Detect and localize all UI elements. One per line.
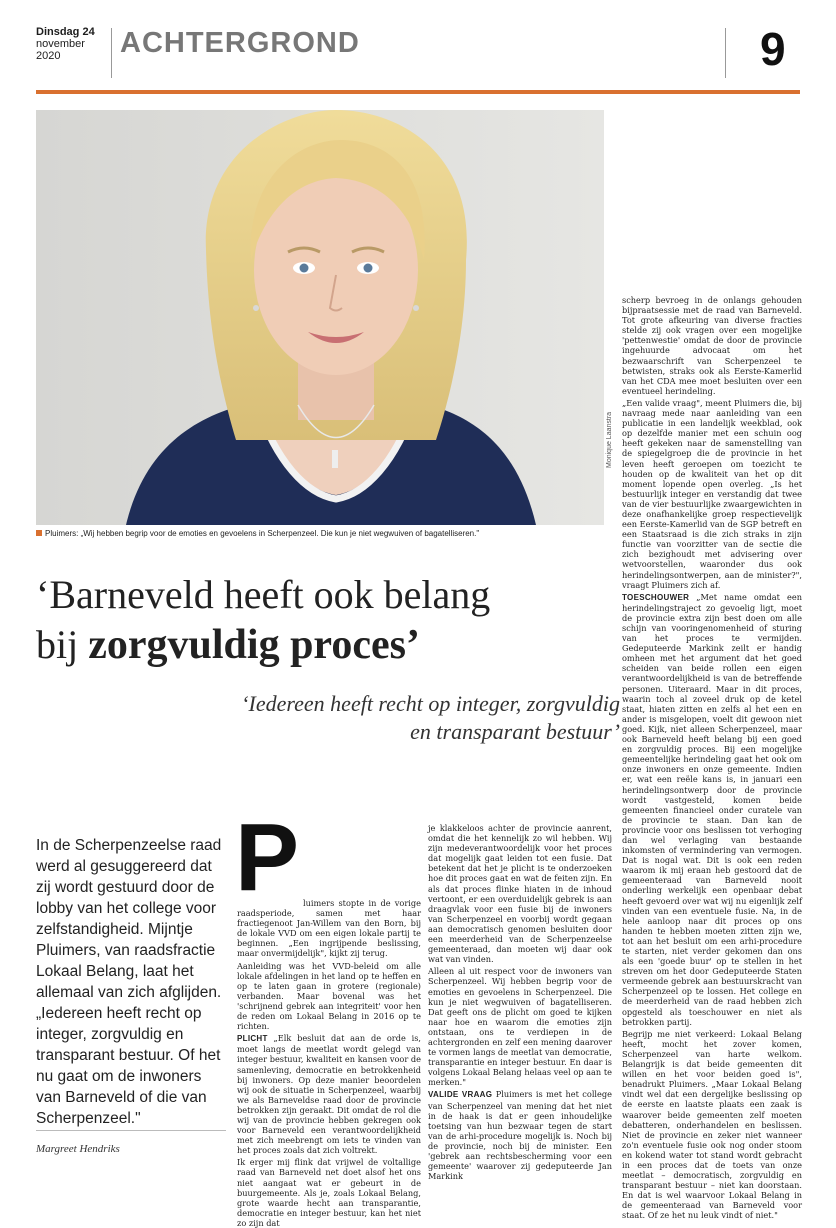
paragraph: luimers stopte in de vorige raadsperiode, samen met haar fractiegenoot Jan-Willem van den Born, bij de lokale VVD om een eigen lokale partij te beginnen. „Een ingrijpende beslissing, maar onvermijdelijk", kijkt zij terug. — [237, 898, 421, 959]
paragraph: scherp bevroeg in de onlangs gehouden bijpraatsessie met de raad van Barneveld. Tot grote afkeuring van diverse fracties stelde zij ook vragen over een mogelijke 'pettenwestie' omdat de door de provincie ingehuurde advocaat om het bezwaarschrift van Scherpenzeel te betwisten, straks ook als Eerste-Kamerlid van het CDA mee moet besluiten over een eventueel herindeling. — [622, 295, 802, 396]
photo-credit: Monique Laanstra — [606, 411, 613, 468]
article-column-2 — [428, 823, 612, 1190]
headline-line2-bold: zorgvuldig proces’ — [88, 622, 420, 668]
paragraph-text: „Met name omdat een herindelingstraject zo gevoelig ligt, moet de provincie extra zijn best doen om alle schijn van vooringenomenheid of sturing van het proces te vermijden. Gedeputeerde Markink zeilt er handig omheen met het argument dat het goed scheiden van beide rollen een eigen verantwoordelijkheid is van de betreffende personen. Uiteraard. Maar in dit proces, waarin toch al zoveel druk op de ketel staat, hiaten zitten en zelfs al het een en ander is misgelopen, voelt dit gewoon niet goed. Kijk, niet alleen Scherpenzeel, maar ook Barneveld heeft belang bij een goed en zorgvuldig proces. Bij een mogelijke gemeentelijke herindeling gaat het ook om onze inwoners en onze gemeente. Indien er, wat een reële kans is, in januari een herindelingsontwerp door de provincie wordt vastgesteld, komen beide gemeenten financieel onder curatele van de provincie te staan. Dan kan de provincie voor ons beslissen tot verhoging dan wel verlaging van bestaande inkomsten of vermindering van vermogen. Dat is nogal wat. Dit is ook een reden waarom ik mij eraan heb gestoord dat de gemeenteraad van Barneveld nooit onderling werkelijk een openbaar debat heeft gevoerd over wat wij nu eigenlijk zelf vinden van een eventuele fusie. Na, in de hele aanloop naar dit proces op ons handen te hebben moeten zitten zijn we, tot aan het besluit om een arhi-procedure te starten, niet verder gekomen dan ons als een 'goede buur' op te stellen in het streven om het door Gedeputeerde Staten vermeende gebrek aan bestuurskracht van Scherpenzeel op te lossen. Het college en de meerderheid van de raad hebben zich opgesteld als toeschouwer en niet als betrokken partij. — [622, 591, 802, 1027]
subheadline: ‘Iedereen heeft recht op integer, zorgvuldig en transparant bestuur’ — [241, 691, 620, 744]
article-column-1 — [235, 804, 421, 1228]
paragraph: Alleen al uit respect voor de inwoners van Scherpenzeel. Wij hebben begrip voor de emoties en gevoelens in Scherpenzeel. Die kun je niet wegwuiven of bagatelliseren. Dat geeft ons de plicht om goed te kijken naar hoe en waarom die emoties zijn ontstaan, ons te verdiepen in de achtergronden en zelf een mening daarover te vormen langs de meetlat van democratie, transparantie en integer bestuur. En daar is volgens Lokaal Belang helaas veel op aan te merken." — [428, 966, 612, 1088]
intro-divider — [36, 1130, 226, 1131]
paragraph: je klakkeloos achter de provincie aanrent, omdat die het kennelijk zo wil hebben. Wij zijn medeverantwoordelijk voor het proces dat mogelijk gaat leiden tot een fusie. Dat betekent dat het je plicht is te onderzoeken hoe dit proces gaat en wat de feiten zijn. En als dat proces flinke hiaten in de inhoud vertoont, er een overduidelijk gebrek is aan draagvlak voor een fusie bij de inwoners van Scherpenzeel en voorbij wordt gegaan aan democratisch genomen besluiten door een meerderheid van de Scherpenzeelse gemeenteraad, dan moeten wij daar ook wat van vinden. — [428, 823, 612, 965]
paragraph: Ik erger mij flink dat vrijwel de voltallige raad van Barneveld net doet alsof het ons niet aangaat wat er gebeurt in de buurgemeente. Als je, zoals Lokaal Belang, grote waarde hecht aan transparantie, democratie en integer bestuur, kan het niet zo zijn dat — [237, 1157, 421, 1228]
paragraph: Aanleiding was het VVD-beleid om alle lokale afdelingen in het land op te heffen en op te laten gaan in grotere (regionale) verbanden. Maar bovenal was het 'schrijnend gebrek aan integriteit' voor hen de reden om Lokaal Belang in 2016 op te richten. — [237, 960, 421, 1032]
header-divider-right — [725, 28, 726, 78]
section-title: ACHTERGROND — [120, 27, 360, 59]
date-day: Dinsdag 24 — [36, 26, 95, 38]
headline-line2 — [36, 620, 616, 670]
caption-text: Pluimers: „Wij hebben begrip voor de emoties en gevoelens in Scherpenzeel. Die kun je niet wegwuiven of bagatelliseren." — [45, 529, 480, 538]
section-lead: TOESCHOUWER — [622, 592, 690, 602]
header-divider-left — [111, 28, 112, 78]
paragraph: „Een valide vraag", meent Pluimers die, bij navraag mede naar aanleiding van een publicatie in een landelijk weekblad, ook op dezelfde manier met een schuin oog heeft gekeken naar de samenstelling van de spiegelgroep die de provincie in het leven heeft geroepen om toezicht te houden op de kwaliteit van het op dit moment lopende open overleg. „Is het bestuurlijk integer en verstandig dat twee van de vier bestuurlijke zwaargewichten in deze onafhankelijke groep respectievelijk een Eerste-Kamerlid van de SGP betreft en een Staatsraad is die zich straks in zijn functie van voorzitter van de sectie die zich bezighoudt met advisering over wetvoorstellen, waaronder dus ook herindelingsontwerpen, aan de minister?", vraagt Pluimers zich af. — [622, 397, 802, 590]
section-lead: VALIDE VRAAG — [428, 1090, 493, 1100]
page-number: 9 — [760, 23, 786, 75]
portrait-photo — [36, 110, 604, 525]
paragraph — [237, 1033, 421, 1155]
paragraph-text: Pluimers is met het college van Scherpenzeel van mening dat het niet in de haak is dat er geen inhoudelijke toetsing van hun bezwaar tegen de start van de arhi-procedure mogelijk is. Noch bij de provincie, noch bij de minister. Een 'gebrek aan rechtsbescherming voor een gemeente' waarover zij gedeputeerde Jan Markink — [428, 1089, 612, 1182]
portrait-illustration — [36, 110, 604, 525]
caption-marker — [36, 530, 42, 536]
drop-cap: P — [235, 804, 300, 911]
paragraph — [428, 1089, 612, 1181]
headline-line1: ‘Barneveld heeft ook belang — [36, 572, 491, 617]
paragraph — [622, 592, 802, 1027]
headline-line2-plain: bij — [36, 622, 79, 667]
date-rest: november 2020 — [36, 38, 85, 62]
article-column-3 — [622, 295, 802, 1221]
header-accent-bar — [36, 90, 800, 94]
paragraph: Begrijp me niet verkeerd: Lokaal Belang heeft, mocht het zover komen, Scherpenzeel van harte welkom. Belangrijk is dat beide gemeenten dit willen en het voor beiden goed is", benadrukt Pluimers. „Maar Lokaal Belang vindt wel dat een dergelijke beslissing op de eerste en laatste plaats een zaak is waarover beide gemeenten zelf moeten debatteren, onderhandelen en beslissen. Niet de provincie en zeker niet wanneer zo'n eventuele fusie ook nog onder stoom en kokend water tot stand wordt gebracht in een proces dat de toets van onze meetlat – democratisch, zorgvuldig en transparant bestuur – niet kan doorstaan. En dat is wel waarvoor Lokaal Belang in de gemeenteraad van Barneveld voor staat. Of ze het nu leuk vindt of niet." — [622, 1028, 802, 1221]
author-byline: Margreet Hendriks — [36, 1143, 120, 1155]
issue-date — [36, 26, 106, 62]
headline — [36, 570, 616, 670]
paragraph-text: „Elk besluit dat aan de orde is, moet langs de meetlat wordt gelegd van integer bestuur, kwaliteit en kansen voor de samenleving, democratie en betrokkenheid bij inwoners. Op deze manier beoordelen wij ook de situatie in Scherpenzeel, waarbij we als Barneveldse raad door de provincie betrokken zijn geraakt. Dit omdat de rol die wij van de provincie hebben gekregen ook voor Barneveld een verantwoordelijkheid met zich meebrengt om iets te vinden van het proces zoals dat zich voltrekt. — [237, 1033, 421, 1156]
intro-text: In de Scherpenzeelse raad werd al gesuggereerd dat zij wordt gestuurd door de lobby van het college voor zelfstandigheid. Mijntje Pluimers, van raadsfractie Lokaal Belang, laat het allemaal van zich afglijden. „Iedereen heeft recht op integer, zorgvuldig en transparant bestuur. Of het nu gaat om de inwoners van Barneveld of die van Scherpenzeel." — [36, 837, 222, 1127]
section-lead: PLICHT — [237, 1034, 268, 1044]
photo-caption — [36, 529, 604, 538]
